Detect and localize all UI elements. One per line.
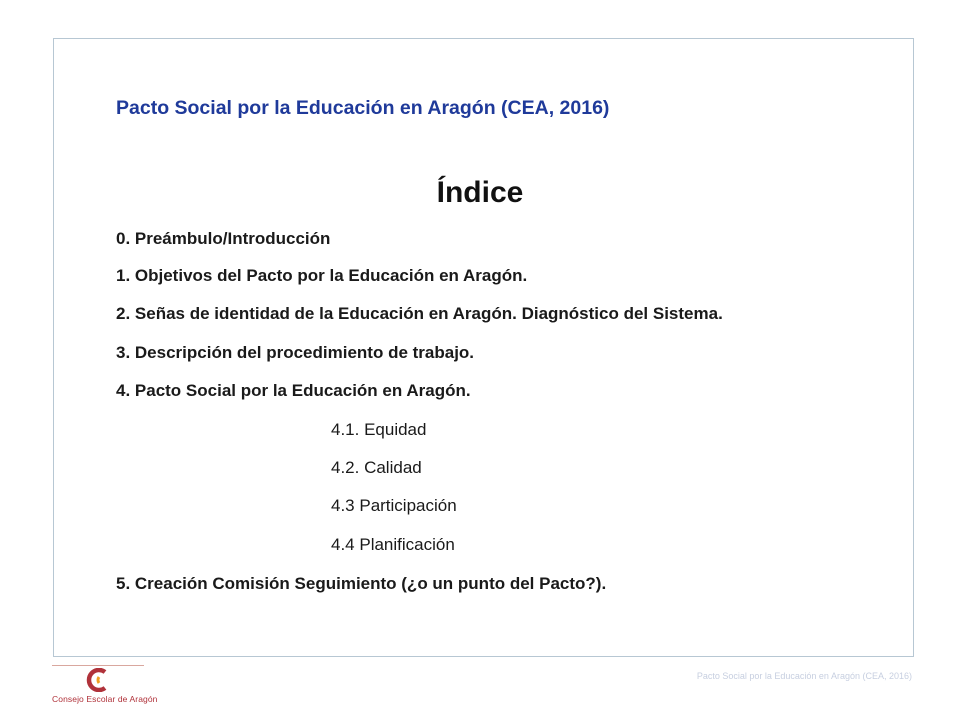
toc-item-0: 0. Preámbulo/Introducción: [116, 229, 331, 248]
logo-text: Consejo Escolar de Aragón: [52, 694, 158, 704]
toc-item-2: 2. Señas de identidad de la Educación en Aragón. Diagnóstico del Sistema.: [116, 304, 723, 323]
slide-subtitle: Pacto Social por la Educación en Aragón (CEA, 2016): [116, 97, 610, 119]
cea-logo-icon: [82, 668, 112, 692]
toc-item-3: 3. Descripción del procedimiento de trabajo.: [116, 343, 475, 362]
toc-item-5: 5. Creación Comisión Seguimiento (¿o un punto del Pacto?).: [116, 574, 607, 593]
logo: [52, 664, 158, 708]
toc-subitem-4-1: 4.1. Equidad: [331, 420, 427, 439]
toc-item-4: 4. Pacto Social por la Educación en Aragón.: [116, 381, 471, 400]
toc-subitem-4-3: 4.3 Participación: [331, 496, 457, 515]
toc-subitem-4-2: 4.2. Calidad: [331, 458, 422, 477]
toc-item-1: 1. Objetivos del Pacto por la Educación en Aragón.: [116, 266, 528, 285]
logo-divider: [52, 665, 144, 666]
toc-subitem-4-4: 4.4 Planificación: [331, 535, 455, 554]
footer-text: Pacto Social por la Educación en Aragón (CEA, 2016): [696, 671, 912, 681]
page-title: Índice: [436, 176, 524, 209]
